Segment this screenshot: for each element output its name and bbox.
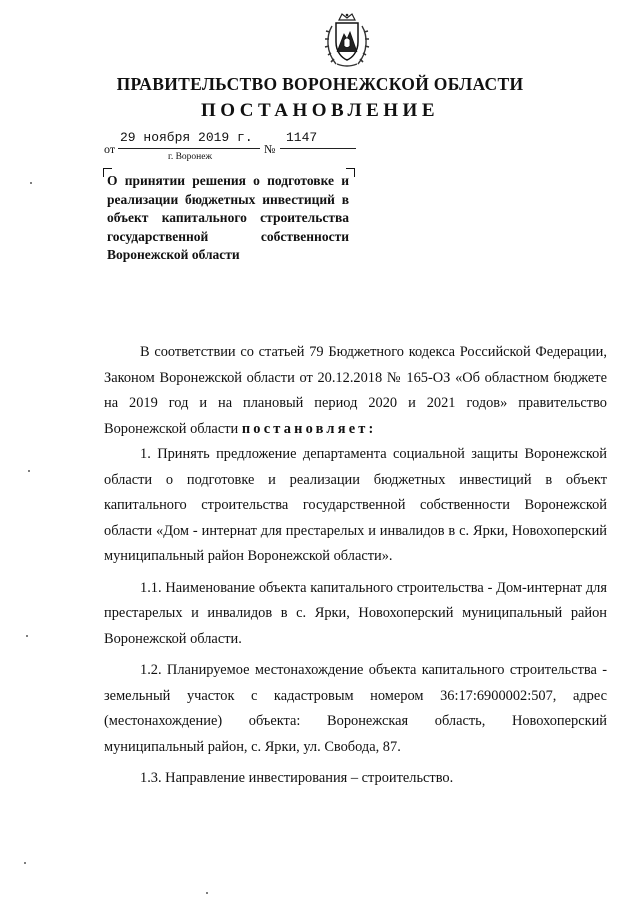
decree-word: постановляет: <box>241 420 377 437</box>
from-label: от <box>104 142 116 156</box>
document-body <box>104 340 607 792</box>
document-date: 29 ноября 2019 г. <box>118 130 260 149</box>
date-number-line <box>104 130 364 170</box>
coat-of-arms-icon <box>322 12 372 70</box>
scan-speck <box>28 470 30 472</box>
clause-1: 1. Принять предложение департамента социальной защиты Воронежской области о подготовке и реализации бюджетных инвестиций в объект капитального строительства государственной собственности Воронежской области «Дом - интернат для престарелых и инвалидов в с. Ярки, Новохоперский муниципальный район Воронежской области». <box>104 446 607 564</box>
clause-1-1: 1.1. Наименование объекта капитального строительства - Дом-интернат для престарелых и инвалидов в с. Ярки, Новохоперский муниципальный район Воронежской области. <box>104 579 607 647</box>
number-label: № <box>264 142 276 156</box>
document-type: ПОСТАНОВЛЕНИЕ <box>200 100 440 121</box>
preamble-paragraph <box>104 340 607 442</box>
government-title: ПРАВИТЕЛЬСТВО ВОРОНЕЖСКОЙ ОБЛАСТИ <box>116 74 524 94</box>
document-subject: О принятии решения о подготовке и реализации бюджетных инвестиций в объект капитального строительства государственной собственности Воронежской области <box>107 173 349 263</box>
scan-speck <box>26 635 28 637</box>
preamble-text: В соответствии со статьей 79 Бюджетного кодекса Российской Федерации, Законом Воронежской области от 20.12.2018 № 165-ОЗ «Об областном бюджете на 2019 год и на плановый период 2020 и 2021 годов» правительство Воронежской области <box>104 344 607 437</box>
clause-1-2: 1.2. Планируемое местонахождение объекта капитального строительства - земельный участок с кадастровым номером 36:17:6900002:507, адрес (местонахождение) объекта: Воронежская область, Новохоперский муниципальный район, с. Ярки, ул. Свобода, 87. <box>104 662 607 755</box>
scan-speck <box>24 862 26 864</box>
city-label: г. Воронеж <box>168 152 213 162</box>
scan-speck <box>206 892 208 894</box>
clause-1-3: 1.3. Направление инвестирования – строительство. <box>140 770 454 786</box>
document-number: 1147 <box>280 130 356 149</box>
scan-speck <box>30 182 32 184</box>
